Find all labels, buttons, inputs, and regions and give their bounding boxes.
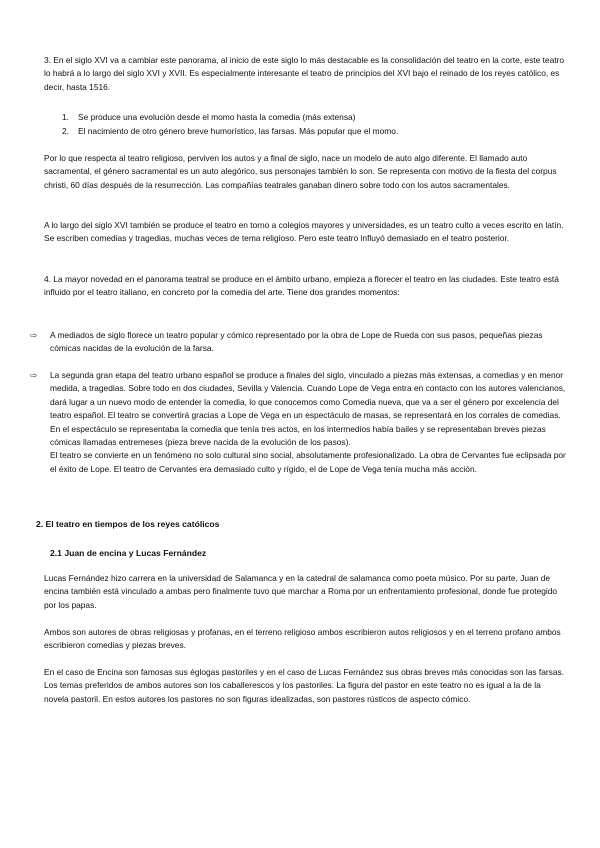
bullet-body	[50, 369, 570, 476]
arrow-right-icon: ⇨	[30, 330, 38, 340]
bullet-text: A mediados de siglo florece un teatro popular y cómico representado por la obra de Lope de Rueda con sus pasos, pequeñas piezas cómicas nacidas de la evolución de la farsa.	[50, 330, 543, 354]
list-number: 1.	[62, 112, 69, 122]
list-number: 2.	[62, 126, 69, 136]
paragraph-colegios: A lo largo del siglo XVI también se produce el teatro en torno a colegios mayores y universidades, es un teatro culto a veces escrito en latín. Se escriben comedias y tragedias, muchas veces de tema religioso. Pero este teatro influyó demasiado en el teatro posterior.	[44, 220, 564, 244]
list-item	[62, 125, 542, 138]
arrow-right-icon: ⇨	[30, 370, 38, 380]
paragraph-ambos-autores: Ambos son autores de obras religiosas y profanas, en el terreno religioso ambos escribieron autos religiosos y en el terreno profano ambos escribieron comedias y piezas breves.	[44, 627, 561, 651]
subsection-heading: 2.1 Juan de encina y Lucas Fernández	[50, 548, 207, 558]
list-item	[62, 111, 542, 124]
list-text: El nacimiento de otro género breve humorístico, las farsas. Más popular que el momo.	[78, 126, 399, 136]
bullet-text-continuation: El teatro se convierte en un fenómeno no solo cultural sino social, absolutamente profesionalizado. La obra de Cervantes fue eclipsada por el éxito de Lope. El teatro de Cervantes era demasiado culto y rígido, el de Lope de Vega tenía mucha más acción.	[50, 450, 566, 474]
paragraph-teatro-urbano: 4. La mayor novedad en el panorama teatral se produce en el ámbito urbano, empieza a florecer el teatro en las ciudades. Este teatro está influido por el teatro italiano, en concreto por la comedia del arte. Tiene dos grandes momentos:	[44, 274, 559, 298]
section-heading: 2. El teatro en tiempos de los reyes católicos	[36, 519, 220, 529]
bullet-text: La segunda gran etapa del teatro urbano español se produce a finales del siglo, vinculado a piezas más extensas, a comedias y en menor medida, a tragedias. Sobre todo en dos ciudades, Sevilla y Valencia. Cuando Lope de Vega entra en contacto con los autores valencianos, dará lugar a un nuevo modo de entender la comedia, lo que conocemos como Comedia nueva, que va a ser el género por excelencia del teatro español. El teatro se convertirá gracias a Lope de Vega en un espectáculo de masas, se representará en los corrales de comedias. En el espectáculo se representaba la comedia que tenía tres actos, en los intermedios había bailes y se representaban breves piezas cómicas llamadas entremeses (pieza breve nacida de la evolución de los pasos).	[50, 370, 566, 448]
list-text: Se produce una evolución desde el momo hasta la comedia (más extensa)	[78, 112, 356, 122]
paragraph-encina: En el caso de Encina son famosas sus églogas pastoriles y en el caso de Lucas Fernández sus obras breves más conocidas son las farsas. Los temas preferidos de ambos autores son los caballerescos y los pastoriles. La figura del pastor en este teatro no es igual a la de la novela pastoril. En estos autores los pastores no son figuras idealizadas, son pastores rústicos de aspecto cómico.	[44, 667, 564, 704]
paragraph-lucas-fernandez: Lucas Fernández hizo carrera en la universidad de Salamanca y en la catedral de salamanca como poeta músico. Por su parte, Juan de encina también está vinculado a ambas pero finalmente tuvo que marchar a Roma por un enfrentamiento profesional, donde fue protegido por los papas.	[44, 573, 558, 610]
paragraph-teatro-religioso: Por lo que respecta al teatro religioso, perviven los autos y a final de siglo, nace un modelo de auto algo diferente. El llamado auto sacramental, el género sacramental es un auto alegórico, sus personajes también lo son. Se representa con motivo de la fiesta del corpus christi, 60 días después de la resurrección. Las compañías teatrales ganaban dinero sobre todo con los autos sacramentales.	[44, 153, 557, 190]
paragraph-siglo-xvi: 3. En el siglo XVI va a cambiar este panorama, al inicio de este siglo lo más destacable es la consolidación del teatro en la corte, este teatro lo habrá a lo largo del siglo XVI y XVII. Es especialmente interesante el teatro de principios del XVI bajo el reinado de los reyes católico, es decir, hasta 1516.	[44, 55, 565, 92]
